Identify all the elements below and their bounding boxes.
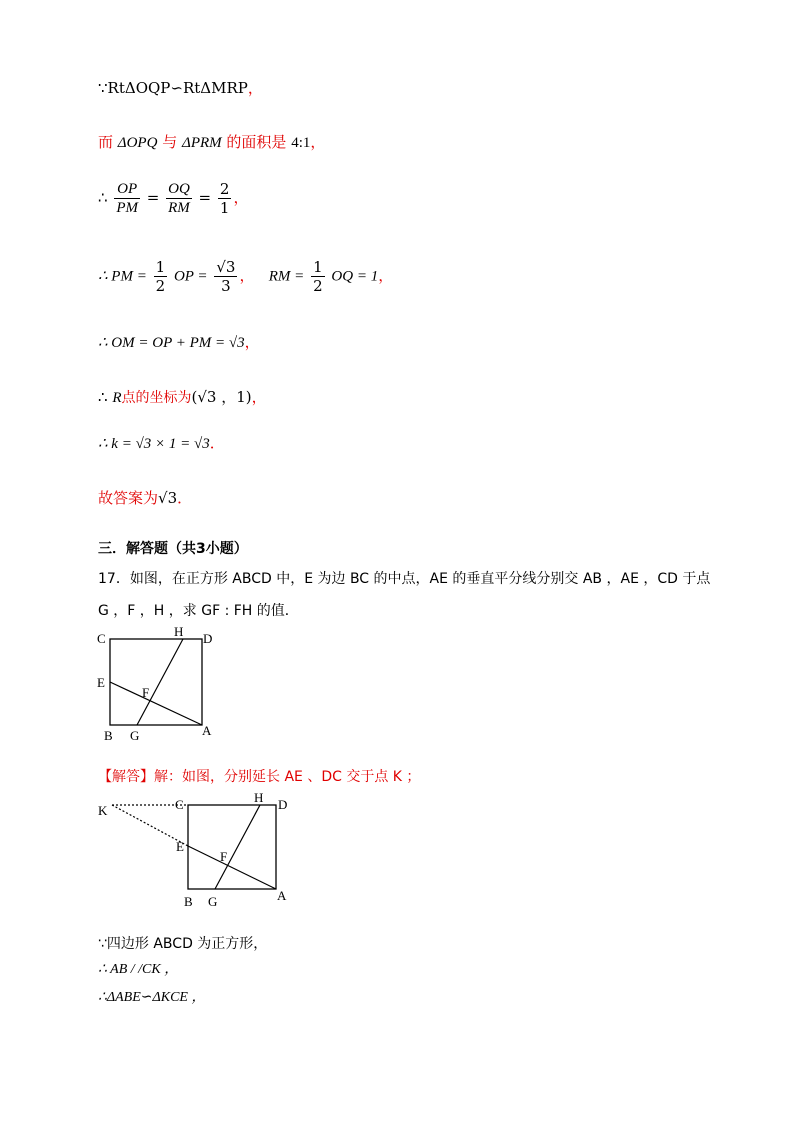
fraction-num: OQ (168, 181, 190, 197)
line-2-math-2: ΔPRM (182, 135, 222, 151)
label-b: B (184, 894, 193, 909)
label-h: H (174, 625, 184, 639)
label-f: F (220, 849, 228, 864)
square-outline (110, 639, 202, 725)
therefore-symbol: ∴ (98, 188, 108, 207)
label-g: G (130, 728, 140, 743)
line-2-tail: ， (310, 133, 326, 151)
fraction-1-2-b (311, 258, 325, 295)
fraction-2-1 (218, 180, 232, 217)
line-3: ∴ $\frac{OP}{PM}$ = $\frac{OQ}{RM}$ = $\frac{2}{1}$ ， (98, 180, 249, 217)
line-5-text: ∴ OM = OP + PM = √3 (98, 335, 245, 351)
line-2-ratio: 4:1 (291, 135, 311, 151)
line-2 (98, 132, 325, 153)
label-a: A (277, 888, 287, 903)
label-h: H (254, 790, 264, 805)
fraction-num: 2 (219, 180, 230, 198)
line-4-tail: ， (378, 266, 394, 285)
line-1-tail: ， (247, 79, 263, 97)
solution-step-2: ∴ AB / /CK ， (98, 962, 179, 977)
line-7-text: ∴ k = √3 × 1 = √3 (98, 436, 210, 452)
label-c: C (175, 797, 184, 812)
line-4 (98, 258, 393, 295)
line-8-b: √3 (158, 489, 178, 507)
line-4-d: OQ = 1 (331, 268, 379, 285)
problem-line-1: 17．如图，在正方形 ABCD 中，E 为边 BC 的中点，AE 的垂直平分线分别交 AB ，AE ，CD 于点 (98, 571, 711, 587)
line-4-b: OP = (173, 268, 208, 285)
solution-intro: 【解答】解：如图，分别延长 AE 、DC 交于点 K ； (98, 769, 421, 785)
line-5-tail: ， (244, 333, 260, 351)
square-outline (188, 805, 276, 889)
figure-1-square (92, 625, 222, 745)
line-6-b: R (112, 390, 122, 406)
label-a: A (202, 723, 212, 738)
line-6-c: 点的坐标为 (121, 390, 192, 406)
section-heading: 三．解答题（共3小题） (98, 541, 248, 557)
label-e: E (97, 675, 105, 690)
line-2-mid: 与 (162, 133, 178, 151)
line-1-text: ∵RtΔOQP∽RtΔMRP (98, 79, 248, 97)
fraction-num: OP (114, 180, 140, 199)
label-f: F (142, 685, 150, 700)
segment-gh (137, 639, 183, 725)
fraction-oq-rm (166, 180, 192, 217)
fraction-den: 2 (313, 277, 323, 295)
segment-ea (188, 846, 276, 889)
line-5 (98, 332, 260, 353)
line-4-c: RM = (268, 268, 305, 285)
line-1 (98, 78, 263, 98)
fraction-1-2 (154, 258, 168, 295)
solution-step-3: ∴ΔABE∽ΔKCE ， (98, 990, 206, 1005)
line-7 (98, 433, 225, 454)
line-7-tail: ． (209, 434, 225, 452)
line-8-a: 故答案为 (98, 489, 159, 507)
fraction-den: PM (116, 200, 138, 216)
label-g: G (208, 894, 218, 909)
segment-gh (215, 805, 260, 889)
figure-2-square (92, 790, 302, 915)
line-2-math-1: ΔOPQ (117, 135, 158, 151)
line-8 (98, 488, 192, 508)
fraction-op-pm (114, 180, 140, 217)
label-k: K (98, 803, 108, 818)
fraction-den: 1 (219, 199, 230, 217)
label-d: D (278, 797, 288, 812)
fraction-den: 2 (155, 277, 166, 295)
fraction-num: √3 (216, 258, 236, 276)
line-6 (98, 387, 267, 408)
solution-step-1: ∵四边形 ABCD 为正方形， (98, 936, 268, 952)
fraction-den: RM (168, 200, 190, 216)
line-6-a: ∴ (98, 388, 108, 406)
line-8-tail: ． (177, 489, 193, 507)
line-6-d: (√3 ，1) (191, 388, 252, 406)
line-2-pre: 而 (98, 133, 114, 151)
line-4-comma: ， (239, 266, 255, 285)
label-e: E (176, 839, 184, 854)
fraction-num: 1 (155, 258, 166, 276)
fraction-den: 3 (221, 277, 231, 295)
line-2-post: 的面积是 (226, 133, 287, 151)
line-4-a: ∴ PM = (98, 268, 147, 285)
line-3-tail: ， (233, 188, 249, 207)
label-c: C (97, 631, 106, 646)
label-d: D (203, 631, 213, 646)
fraction-sqrt3-3 (214, 258, 237, 295)
problem-line-2: G ，F ，H ，求 GF : FH 的值． (98, 603, 299, 619)
line-6-tail: ， (251, 388, 267, 406)
fraction-num: 1 (313, 258, 323, 276)
label-b: B (104, 728, 113, 743)
